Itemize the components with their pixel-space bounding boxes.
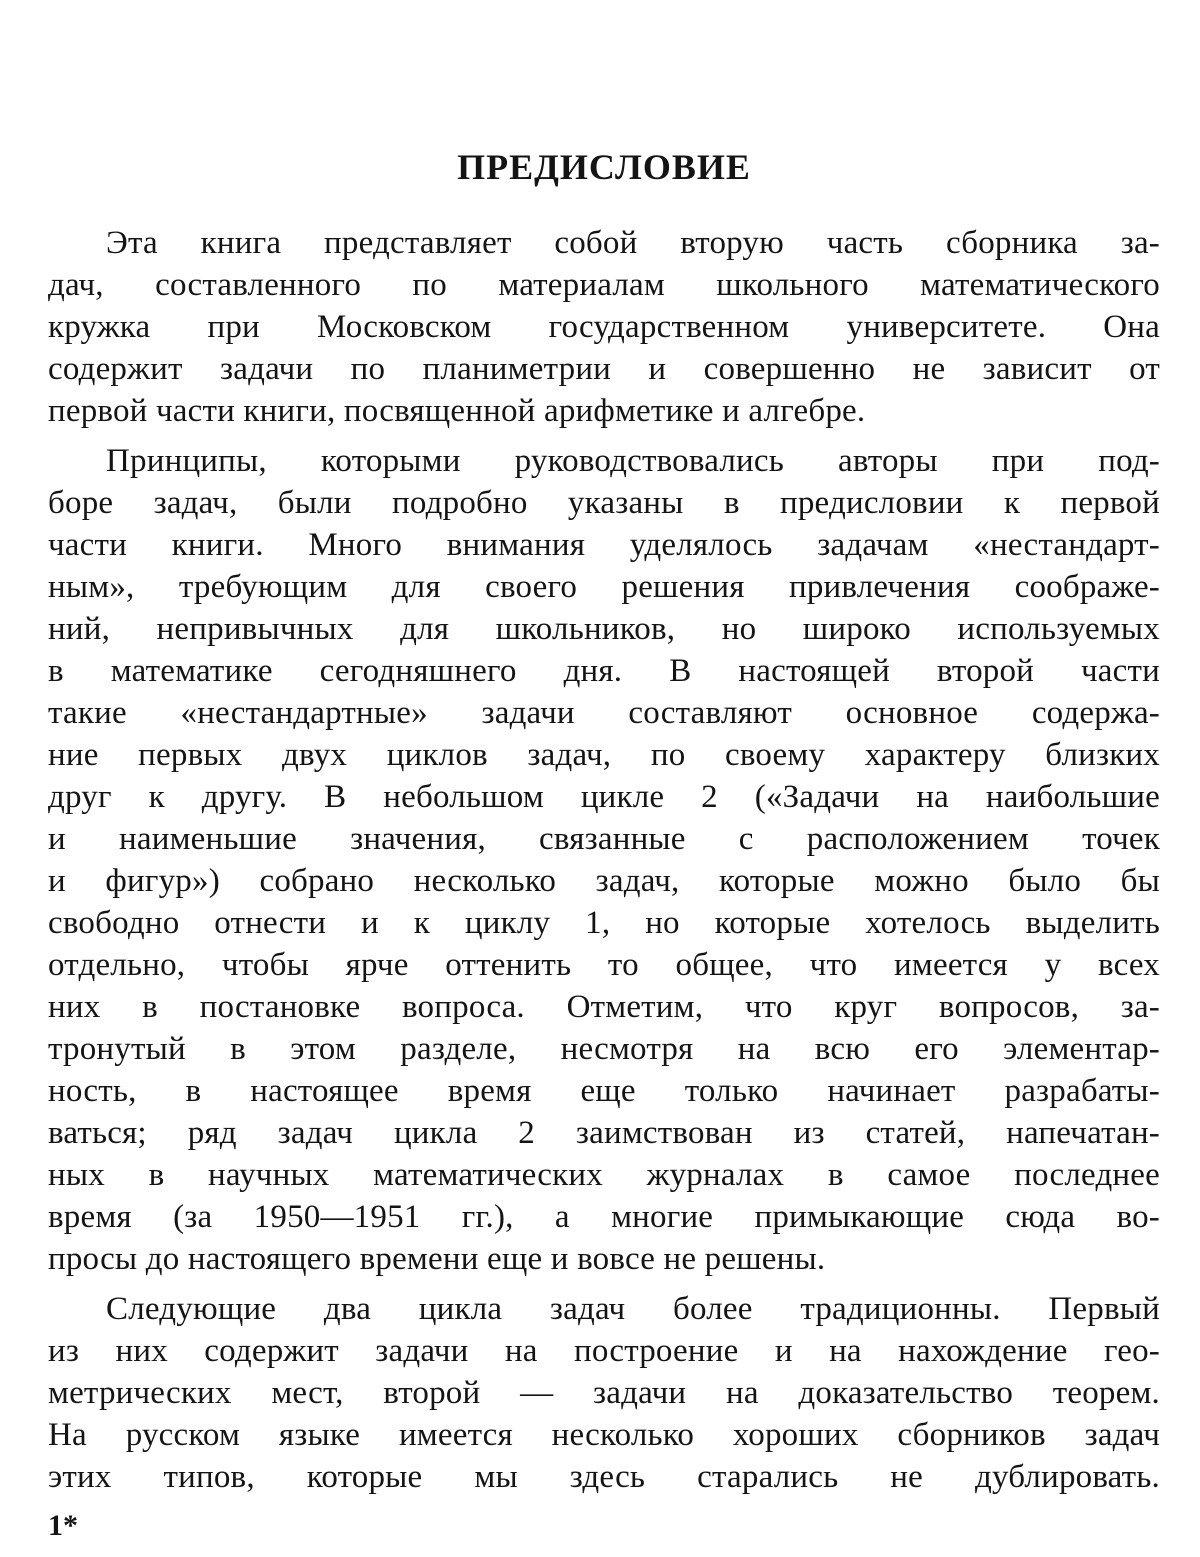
book-page <box>48 0 1160 1557</box>
text-line: Следующие два цикла задач более традиционны. Первый <box>106 1291 1160 1327</box>
text-line: дач, составленного по материалам школьного математического <box>48 267 1160 303</box>
text-line: ний, непривычных для школьников, но широко используемых <box>48 611 1160 647</box>
text-line: первой части книги, посвященной арифметике и алгебре. <box>48 393 866 429</box>
page-title: ПРЕДИСЛОВИЕ <box>457 147 751 187</box>
text-line: отдельно, чтобы ярче оттенить то общее, что имеется у всех <box>48 947 1160 983</box>
text-line: На русском языке имеется несколько хороших сборников задач <box>48 1417 1160 1453</box>
paragraph-1 <box>48 222 1160 432</box>
paragraph-2 <box>48 440 1160 1280</box>
signature-mark: 1* <box>48 1509 78 1542</box>
text-line: части книги. Много внимания уделялось задачам «нестандарт- <box>48 527 1160 563</box>
text-line: и наименьшие значения, связанные с расположением точек <box>48 821 1160 857</box>
text-line: ным», требующим для своего решения привлечения соображе- <box>48 569 1160 605</box>
text-line: ность, в настоящее время еще только начинает разрабаты- <box>48 1073 1160 1109</box>
text-line: боре задач, были подробно указаны в предисловии к первой <box>48 485 1160 521</box>
text-line: свободно отнести и к циклу 1, но которые хотелось выделить <box>48 905 1160 941</box>
text-line: такие «нестандартные» задачи составляют основное содержа- <box>48 695 1160 731</box>
text-line: них в постановке вопроса. Отметим, что круг вопросов, за- <box>48 989 1160 1025</box>
text-line: из них содержит задачи на построение и на нахождение гео- <box>48 1333 1160 1369</box>
text-line: ваться; ряд задач цикла 2 заимствован из статей, напечатан- <box>48 1115 1160 1151</box>
text-line: и фигур») собрано несколько задач, которые можно было бы <box>48 863 1160 899</box>
text-line: кружка при Московском государственном университете. Она <box>48 309 1160 345</box>
text-line: Эта книга представляет собой вторую часть сборника за- <box>106 225 1160 261</box>
text-line: ние первых двух циклов задач, по своему характеру близких <box>48 737 1160 773</box>
text-line: время (за 1950—1951 гг.), а многие примыкающие сюда во- <box>48 1199 1160 1235</box>
text-line: тронутый в этом разделе, несмотря на всю его элементар- <box>48 1031 1160 1067</box>
text-line: ных в научных математических журналах в самое последнее <box>48 1157 1160 1193</box>
preface-body <box>48 222 1160 1506</box>
text-line: содержит задачи по планиметрии и совершенно не зависит от <box>48 351 1160 387</box>
text-line: друг к другу. В небольшом цикле 2 («Задачи на наибольшие <box>48 779 1160 815</box>
text-line: метрических мест, второй — задачи на доказательство теорем. <box>48 1375 1160 1411</box>
text-line: просы до настоящего времени еще и вовсе не решены. <box>48 1241 826 1277</box>
text-line: в математике сегодняшнего дня. В настоящей второй части <box>48 653 1160 689</box>
text-line: Принципы, которыми руководствовались авторы при под- <box>106 443 1160 479</box>
paragraph-3 <box>48 1288 1160 1498</box>
text-line: этих типов, которые мы здесь старались не дублировать. <box>48 1459 1160 1495</box>
